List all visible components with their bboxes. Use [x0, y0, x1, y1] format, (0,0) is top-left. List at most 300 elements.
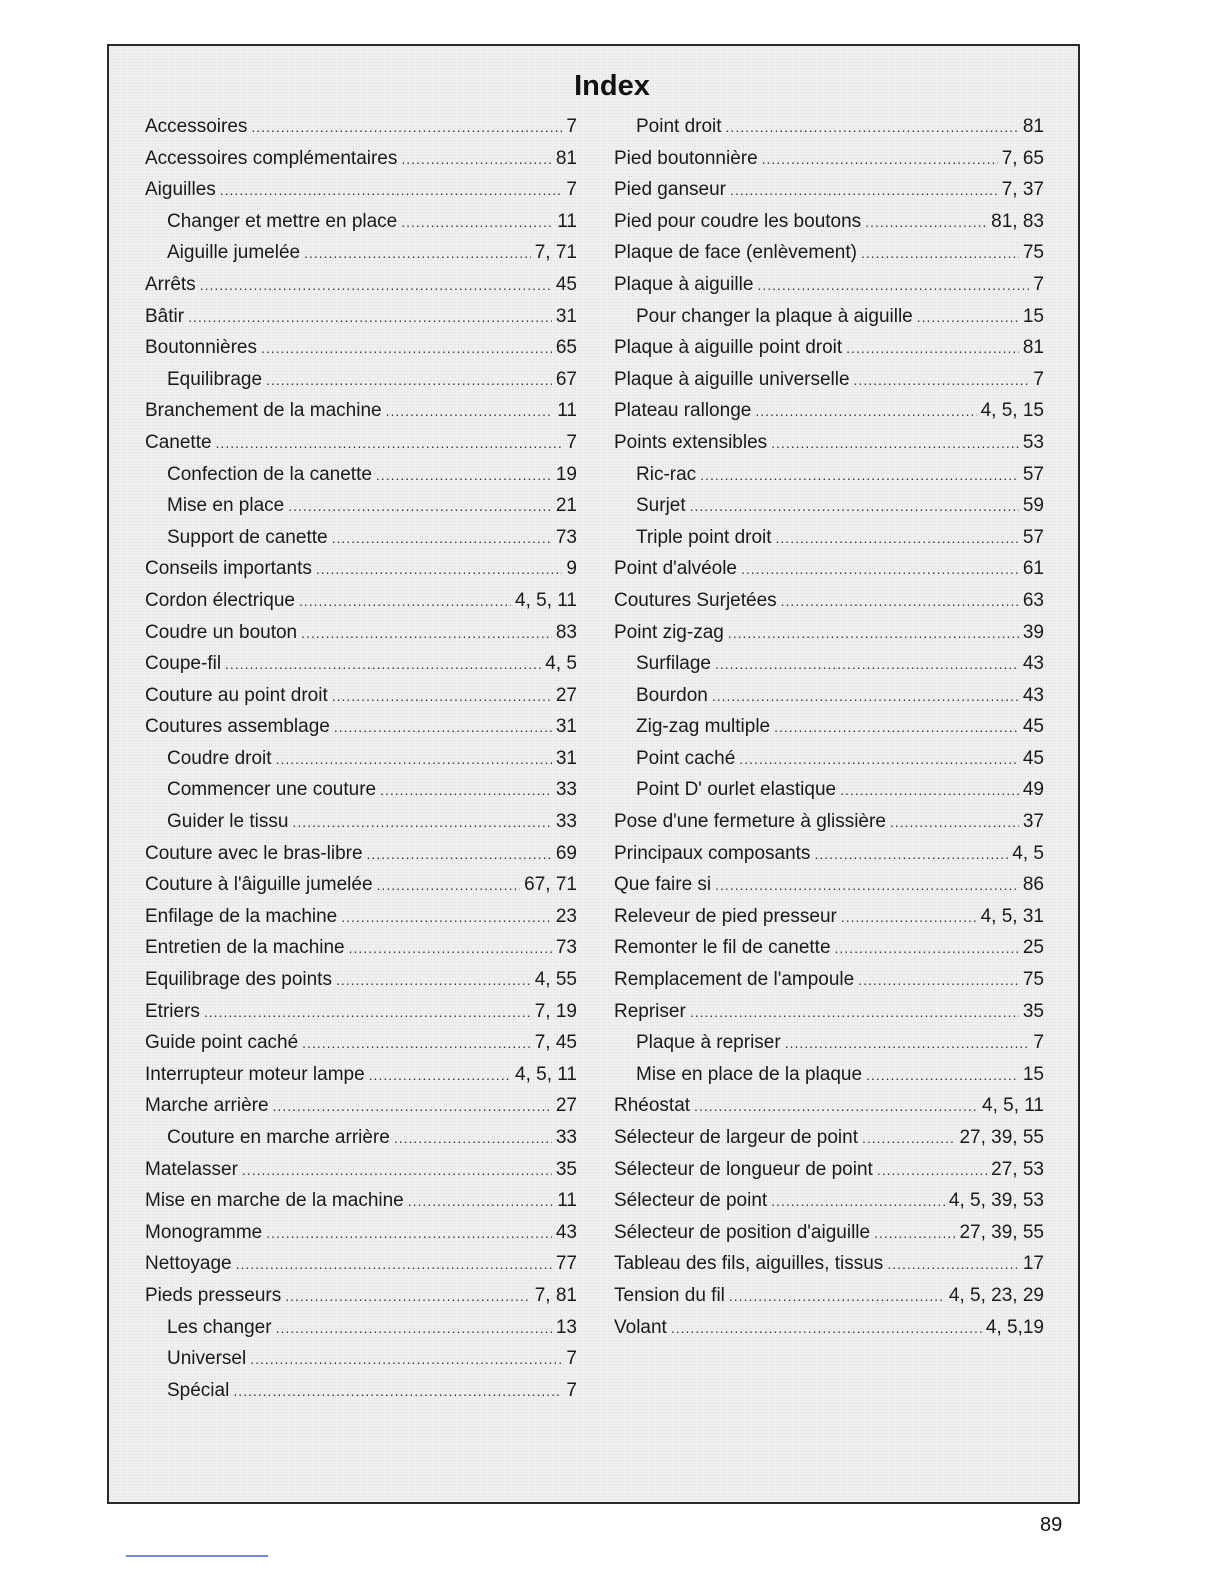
index-entry — [145, 116, 577, 148]
entry-pages: 73 — [555, 937, 577, 959]
index-subentry — [614, 653, 1044, 685]
dot-leader — [774, 719, 1019, 735]
dot-leader — [401, 151, 551, 167]
dot-leader — [917, 309, 1019, 325]
dot-leader — [712, 688, 1019, 704]
index-entry — [145, 1001, 577, 1033]
entry-label: Tension du fil — [614, 1284, 725, 1306]
index-entry — [145, 622, 577, 654]
entry-label: Sélecteur de point — [614, 1190, 768, 1212]
entry-pages: 43 — [555, 1221, 577, 1243]
dot-leader — [204, 1004, 531, 1020]
dot-leader — [292, 814, 551, 830]
entry-pages: 17 — [1022, 1253, 1044, 1275]
entry-label: Interrupteur moteur lampe — [145, 1063, 365, 1085]
entry-pages: 7, 37 — [1001, 179, 1044, 201]
entry-label: Plateau rallonge — [614, 400, 752, 422]
index-entry — [145, 1222, 577, 1254]
index-entry — [145, 558, 577, 590]
entry-label: Monogramme — [145, 1221, 263, 1243]
entry-pages: 4, 5, 11 — [515, 589, 577, 611]
entry-label: Pied ganseur — [614, 179, 726, 201]
dot-leader — [369, 1067, 511, 1083]
entry-label: Accessoires — [145, 116, 248, 137]
dot-leader — [276, 751, 552, 767]
index-entry — [614, 1127, 1044, 1159]
dot-leader — [861, 245, 1019, 261]
index-subentry — [145, 495, 577, 527]
entry-label: Nettoyage — [145, 1253, 232, 1275]
entry-label: Sélecteur de largeur de point — [614, 1127, 858, 1148]
entry-label: Remplacement de l'ampoule — [614, 969, 855, 991]
dot-leader — [840, 782, 1019, 798]
entry-pages: 81, 83 — [991, 210, 1044, 232]
dot-leader — [332, 530, 552, 546]
index-entry — [614, 937, 1044, 969]
entry-pages: 81 — [1022, 337, 1044, 359]
index-entry — [145, 1064, 577, 1096]
entry-pages: 73 — [555, 526, 577, 548]
entry-label: Accessoires complémentaires — [145, 147, 398, 169]
dot-leader — [757, 277, 1029, 293]
entry-label: Coutures Surjetées — [614, 589, 777, 611]
entry-pages: 7 — [566, 1348, 577, 1370]
entry-label: Couture à l'âiguille jumelée — [145, 874, 373, 896]
entry-label: Coutures assemblage — [145, 716, 330, 738]
index-entry — [145, 1285, 577, 1317]
entry-label: Bourdon — [636, 684, 708, 706]
index-entry — [614, 337, 1044, 369]
dot-leader — [233, 1383, 562, 1399]
entry-label: Spécial — [167, 1379, 230, 1401]
entry-pages: 9 — [566, 558, 577, 580]
index-subentry — [145, 464, 577, 496]
entry-pages: 7 — [1033, 273, 1044, 295]
entry-pages: 7, 81 — [534, 1284, 577, 1306]
dot-leader — [835, 940, 1019, 956]
entry-pages: 43 — [1022, 653, 1044, 675]
entry-pages: 25 — [1022, 937, 1044, 959]
entry-label: Point zig-zag — [614, 621, 724, 643]
entry-pages: 81 — [1022, 116, 1044, 137]
index-subentry — [614, 779, 1044, 811]
dot-leader — [874, 1225, 955, 1241]
index-entry — [145, 906, 577, 938]
dot-leader — [225, 656, 541, 672]
index-subentry — [145, 369, 577, 401]
entry-label: Confection de la canette — [167, 463, 372, 485]
dot-leader — [858, 972, 1019, 988]
index-entry — [614, 843, 1044, 875]
entry-label: Equilibrage des points — [145, 969, 332, 991]
dot-leader — [890, 814, 1019, 830]
entry-pages: 19 — [555, 463, 577, 485]
index-entry — [614, 242, 1044, 274]
dot-leader — [401, 214, 553, 230]
entry-pages: 45 — [1022, 747, 1044, 769]
dot-leader — [200, 277, 552, 293]
index-subentry — [145, 811, 577, 843]
dot-leader — [251, 119, 562, 135]
index-entry — [145, 148, 577, 180]
entry-label: Couture avec le bras-libre — [145, 842, 363, 864]
entry-pages: 4, 5,19 — [985, 1316, 1044, 1338]
dot-leader — [690, 1004, 1019, 1020]
index-subentry — [145, 527, 577, 559]
index-entry — [145, 874, 577, 906]
index-entry — [145, 716, 577, 748]
entry-label: Conseils importants — [145, 558, 312, 580]
entry-pages: 23 — [555, 905, 577, 927]
entry-label: Tableau des fils, aiguilles, tissus — [614, 1253, 884, 1275]
dot-leader — [332, 688, 552, 704]
entry-label: Changer et mettre en place — [167, 210, 398, 232]
index-subentry — [145, 1127, 577, 1159]
dot-leader — [877, 1162, 987, 1178]
entry-label: Canette — [145, 431, 212, 453]
entry-pages: 7 — [566, 116, 577, 137]
index-entry — [614, 558, 1044, 590]
dot-leader — [367, 846, 552, 862]
dot-leader — [285, 1288, 531, 1304]
entry-pages: 77 — [555, 1253, 577, 1275]
entry-label: Couture en marche arrière — [167, 1127, 390, 1148]
entry-label: Couture au point droit — [145, 684, 328, 706]
dot-leader — [862, 1130, 955, 1146]
entry-pages: 27 — [555, 684, 577, 706]
index-subentry — [614, 748, 1044, 780]
entry-pages: 45 — [555, 273, 577, 295]
entry-pages: 7, 19 — [534, 1000, 577, 1022]
dot-leader — [301, 625, 552, 641]
index-subentry — [145, 1348, 577, 1380]
index-entry — [145, 337, 577, 369]
entry-pages: 4, 5 — [1012, 842, 1044, 864]
entry-label: Pieds presseurs — [145, 1284, 282, 1306]
dot-leader — [729, 1288, 945, 1304]
entry-label: Mise en place de la plaque — [636, 1063, 863, 1085]
page-number: 89 — [1040, 1514, 1063, 1536]
dot-leader — [866, 1067, 1019, 1083]
index-subentry — [614, 716, 1044, 748]
dot-leader — [220, 182, 563, 198]
entry-label: Point droit — [636, 116, 722, 137]
index-subentry — [145, 748, 577, 780]
entry-label: Etriers — [145, 1000, 200, 1022]
index-entry — [614, 1190, 1044, 1222]
entry-pages: 53 — [1022, 431, 1044, 453]
entry-label: Plaque à repriser — [636, 1032, 781, 1054]
entry-label: Aiguille jumelée — [167, 242, 301, 264]
entry-pages: 31 — [555, 305, 577, 327]
dot-leader — [377, 877, 521, 893]
dot-leader — [216, 435, 563, 451]
entry-label: Mise en place — [167, 495, 285, 517]
index-subentry — [145, 242, 577, 274]
index-entry — [145, 1032, 577, 1064]
dot-leader — [380, 782, 552, 798]
entry-pages: 11 — [557, 210, 577, 232]
dot-leader — [715, 656, 1019, 672]
index-subentry — [614, 464, 1044, 496]
entry-pages: 7 — [1033, 368, 1044, 390]
entry-pages: 7 — [1033, 1032, 1044, 1054]
entry-pages: 57 — [1022, 526, 1044, 548]
entry-label: Universel — [167, 1348, 247, 1370]
index-subentry — [614, 685, 1044, 717]
entry-pages: 45 — [1022, 716, 1044, 738]
entry-pages: 7 — [566, 179, 577, 201]
index-subentry — [145, 1317, 577, 1349]
index-entry — [614, 1001, 1044, 1033]
entry-pages: 4, 5, 15 — [980, 400, 1044, 422]
index-entry — [614, 432, 1044, 464]
dot-leader — [242, 1162, 552, 1178]
dot-leader — [188, 309, 552, 325]
entry-label: Point caché — [636, 747, 736, 769]
dot-leader — [739, 751, 1019, 767]
index-entry — [614, 369, 1044, 401]
index-entry — [614, 211, 1044, 243]
entry-label: Guider le tissu — [167, 811, 289, 833]
dot-leader — [266, 1225, 552, 1241]
dot-leader — [299, 593, 511, 609]
entry-pages: 11 — [557, 400, 577, 422]
dot-leader — [841, 909, 977, 925]
entry-label: Sélecteur de longueur de point — [614, 1158, 873, 1180]
dot-leader — [671, 1320, 982, 1336]
entry-pages: 39 — [1022, 621, 1044, 643]
entry-label: Plaque à aiguille point droit — [614, 337, 843, 359]
entry-label: Mise en marche de la machine — [145, 1190, 404, 1212]
index-subentry — [614, 116, 1044, 148]
entry-pages: 61 — [1022, 558, 1044, 580]
index-entry — [614, 969, 1044, 1001]
entry-pages: 7, 71 — [534, 242, 577, 264]
dot-leader — [771, 1193, 945, 1209]
entry-label: Triple point droit — [636, 526, 772, 548]
entry-label: Repriser — [614, 1000, 686, 1022]
entry-label: Surjet — [636, 495, 686, 517]
dot-leader — [261, 340, 552, 356]
entry-pages: 37 — [1022, 811, 1044, 833]
entry-pages: 4, 5, 39, 53 — [948, 1190, 1044, 1212]
entry-label: Principaux composants — [614, 842, 811, 864]
index-entry — [614, 1159, 1044, 1191]
entry-pages: 27, 53 — [991, 1158, 1044, 1180]
dot-leader — [273, 1098, 552, 1114]
entry-pages: 27, 39, 55 — [959, 1221, 1044, 1243]
index-entry — [145, 969, 577, 1001]
entry-label: Plaque à aiguille universelle — [614, 368, 850, 390]
dot-leader — [288, 498, 552, 514]
entry-pages: 31 — [555, 747, 577, 769]
dot-leader — [785, 1035, 1030, 1051]
entry-label: Matelasser — [145, 1158, 238, 1180]
page-title: Index — [574, 70, 650, 102]
dot-leader — [408, 1193, 554, 1209]
entry-label: Ric-rac — [636, 463, 697, 485]
entry-label: Remonter le fil de canette — [614, 937, 831, 959]
dot-leader — [341, 909, 552, 925]
index-entry — [145, 1190, 577, 1222]
entry-pages: 4, 5, 11 — [515, 1063, 577, 1085]
index-entry — [145, 1095, 577, 1127]
index-entry — [145, 937, 577, 969]
index-column-left — [145, 116, 577, 1411]
index-entry — [614, 1285, 1044, 1317]
entry-label: Pied pour coudre les boutons — [614, 210, 862, 232]
dot-leader — [336, 972, 531, 988]
dot-leader — [887, 1256, 1019, 1272]
entry-pages: 67, 71 — [524, 874, 577, 896]
index-subentry — [614, 527, 1044, 559]
entry-label: Aiguilles — [145, 179, 216, 201]
dot-leader — [755, 403, 976, 419]
index-entry — [145, 685, 577, 717]
entry-label: Zig-zag multiple — [636, 716, 771, 738]
dot-leader — [304, 245, 531, 261]
entry-label: Point d'alvéole — [614, 558, 737, 580]
index-entry — [614, 622, 1044, 654]
dot-leader — [276, 1320, 552, 1336]
entry-label: Releveur de pied presseur — [614, 905, 837, 927]
dot-leader — [776, 530, 1019, 546]
entry-pages: 31 — [555, 716, 577, 738]
dot-leader — [236, 1256, 552, 1272]
entry-label: Pied boutonnière — [614, 147, 758, 169]
entry-pages: 4, 5, 31 — [980, 905, 1044, 927]
dot-leader — [726, 119, 1019, 135]
index-subentry — [614, 306, 1044, 338]
index-entry — [145, 274, 577, 306]
index-subentry — [145, 779, 577, 811]
entry-label: Arrêts — [145, 273, 196, 295]
entry-pages: 49 — [1022, 779, 1044, 801]
entry-pages: 7 — [566, 1379, 577, 1401]
dot-leader — [700, 467, 1019, 483]
footer-rule — [126, 1555, 268, 1557]
entry-label: Point D' ourlet elastique — [636, 779, 837, 801]
dot-leader — [302, 1035, 531, 1051]
index-entry — [614, 148, 1044, 180]
entry-pages: 13 — [555, 1316, 577, 1338]
index-entry — [145, 1253, 577, 1285]
entry-pages: 43 — [1022, 684, 1044, 706]
dot-leader — [715, 877, 1019, 893]
dot-leader — [250, 1351, 562, 1367]
entry-label: Marche arrière — [145, 1095, 269, 1117]
entry-pages: 65 — [555, 337, 577, 359]
entry-label: Enfilage de la machine — [145, 905, 338, 927]
entry-label: Entretien de la machine — [145, 937, 345, 959]
dot-leader — [690, 498, 1019, 514]
dot-leader — [741, 561, 1019, 577]
entry-pages: 33 — [555, 779, 577, 801]
entry-label: Equilibrage — [167, 368, 263, 390]
entry-pages: 35 — [555, 1158, 577, 1180]
entry-pages: 86 — [1022, 874, 1044, 896]
dot-leader — [728, 625, 1019, 641]
dot-leader — [694, 1098, 978, 1114]
entry-pages: 15 — [1022, 305, 1044, 327]
dot-leader — [814, 846, 1008, 862]
entry-label: Commencer une couture — [167, 779, 377, 801]
index-subentry — [145, 211, 577, 243]
index-entry — [614, 590, 1044, 622]
index-subentry — [145, 1380, 577, 1412]
entry-pages: 63 — [1022, 589, 1044, 611]
dot-leader — [771, 435, 1019, 451]
index-entry — [145, 1159, 577, 1191]
index-entry — [145, 843, 577, 875]
entry-label: Rhéostat — [614, 1095, 691, 1117]
dot-leader — [349, 940, 552, 956]
index-entry — [614, 1222, 1044, 1254]
index-entry — [145, 179, 577, 211]
entry-label: Cordon électrique — [145, 589, 295, 611]
index-entry — [614, 274, 1044, 306]
entry-pages: 75 — [1022, 242, 1044, 264]
entry-pages: 67 — [555, 368, 577, 390]
dot-leader — [854, 372, 1030, 388]
entry-label: Les changer — [167, 1316, 272, 1338]
entry-label: Surfilage — [636, 653, 711, 675]
entry-pages: 4, 55 — [534, 969, 577, 991]
index-entry — [145, 653, 577, 685]
entry-pages: 27, 39, 55 — [959, 1127, 1044, 1148]
index-entry — [145, 432, 577, 464]
entry-label: Pose d'une fermeture à glissière — [614, 811, 886, 833]
index-entry — [614, 811, 1044, 843]
entry-pages: 4, 5 — [545, 653, 577, 675]
dot-leader — [730, 182, 998, 198]
entry-label: Coupe-fil — [145, 653, 222, 675]
index-entry — [614, 179, 1044, 211]
entry-pages: 33 — [555, 1127, 577, 1148]
dot-leader — [865, 214, 987, 230]
dot-leader — [376, 467, 552, 483]
index-entry — [614, 1317, 1044, 1349]
entry-label: Points extensibles — [614, 431, 768, 453]
entry-pages: 27 — [555, 1095, 577, 1117]
dot-leader — [781, 593, 1019, 609]
entry-label: Coudre un bouton — [145, 621, 298, 643]
index-entry — [145, 590, 577, 622]
index-subentry — [614, 1032, 1044, 1064]
index-entry — [614, 874, 1044, 906]
entry-label: Sélecteur de position d'aiguille — [614, 1221, 871, 1243]
entry-pages: 7 — [566, 431, 577, 453]
entry-label: Plaque à aiguille — [614, 273, 754, 295]
entry-pages: 4, 5, 11 — [982, 1095, 1044, 1117]
entry-pages: 7, 45 — [534, 1032, 577, 1054]
entry-label: Boutonnières — [145, 337, 257, 359]
entry-label: Que faire si — [614, 874, 712, 896]
entry-pages: 83 — [555, 621, 577, 643]
entry-pages: 75 — [1022, 969, 1044, 991]
entry-pages: 21 — [555, 495, 577, 517]
entry-label: Plaque de face (enlèvement) — [614, 242, 857, 264]
entry-pages: 59 — [1022, 495, 1044, 517]
entry-pages: 11 — [557, 1190, 577, 1212]
index-entry — [145, 400, 577, 432]
index-subentry — [614, 495, 1044, 527]
index-column-right — [614, 116, 1044, 1348]
entry-pages: 81 — [555, 147, 577, 169]
dot-leader — [394, 1130, 552, 1146]
entry-label: Branchement de la machine — [145, 400, 382, 422]
